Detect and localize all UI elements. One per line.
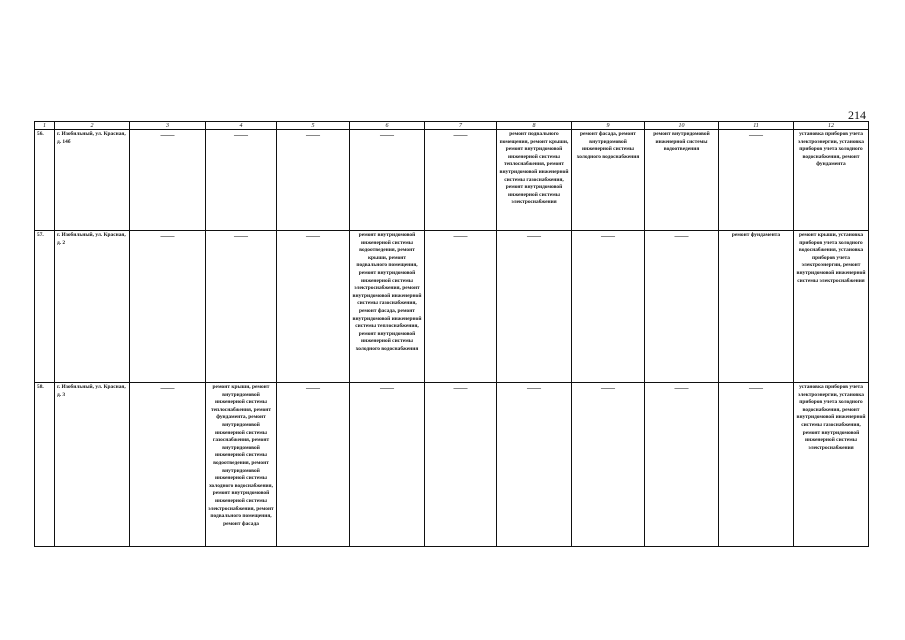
empty-cell-dash: —— — [645, 383, 719, 547]
empty-cell-dash: —— — [206, 231, 277, 383]
empty-cell-dash: —— — [130, 130, 206, 231]
column-number: 1 — [35, 122, 55, 130]
empty-cell-dash: —— — [719, 130, 794, 231]
address-cell: г. Изобильный, ул. Красная, д. 3 — [55, 383, 130, 547]
work-list-cell: установка приборов учета электроэнергии, установка приборов учета холодного водоснабжения, ремонт фундамента — [794, 130, 869, 231]
empty-cell-dash: —— — [350, 383, 425, 547]
column-number-row — [35, 122, 869, 130]
page-number: 214 — [848, 108, 866, 122]
row-number: 58. — [35, 383, 55, 547]
table-row — [35, 231, 869, 383]
column-number: 3 — [130, 122, 206, 130]
column-number: 9 — [572, 122, 645, 130]
empty-cell-dash: —— — [572, 231, 645, 383]
address-cell: г. Изобильный, ул. Красная, д. 14б — [55, 130, 130, 231]
column-number: 7 — [425, 122, 497, 130]
empty-cell-dash: —— — [425, 231, 497, 383]
work-list-cell: ремонт фасада, ремонт внутридомовой инженерной системы холодного водоснабжения — [572, 130, 645, 231]
empty-cell-dash: —— — [206, 130, 277, 231]
empty-cell-dash: —— — [497, 383, 572, 547]
work-list-cell: ремонт внутридомовой инженерной системы водоотведения, ремонт крыши, ремонт подвального помещения, ремонт внутридомовой инженерной системы электроснабжения, ремонт внутридомовой инженерной системы газоснабжения, ремонт фасада, ремонт внутридомовой инженерной системы теплоснабжения, ремонт внутридомовой инженерной системы холодного водоснабжения — [350, 231, 425, 383]
column-number: 2 — [55, 122, 130, 130]
work-list-cell: ремонт внутридомовой инженерной системы водоотведения — [645, 130, 719, 231]
column-number: 8 — [497, 122, 572, 130]
empty-cell-dash: —— — [277, 130, 350, 231]
work-list-cell: ремонт подвального помещения, ремонт крыши, ремонт внутридомовой инженерной системы теплоснабжения, ремонт внутридомовой инженерной системы газоснабжения, ремонт внутридомовой инженерной системы электроснабжения — [497, 130, 572, 231]
row-number: 56. — [35, 130, 55, 231]
empty-cell-dash: —— — [350, 130, 425, 231]
work-list-cell: установка приборов учета электроэнергии, установка приборов учета холодного водоснабжения, ремонт внутридомовой инженерной системы газоснабжения, ремонт внутридомовой инженерной системы электроснабжения — [794, 383, 869, 547]
empty-cell-dash: —— — [645, 231, 719, 383]
work-list-cell: ремонт крыши, установка приборов учета холодного водоснабжения, установка приборов учета электроэнергии, ремонт внутридомовой инженерной системы электроснабжения — [794, 231, 869, 383]
column-number: 5 — [277, 122, 350, 130]
work-list-cell: ремонт крыши, ремонт внутридомовой инженерной системы теплоснабжения, ремонт фундамента, ремонт внутридомовой инженерной системы газоснабжения, ремонт внутридомовой инженерной системы водоотведения, ремонт внутридомовой инженерной системы холодного водоснабжения, ремонт внутридомовой инженерной системы электроснабжения, ремонт подвального помещения, ремонт фасада — [206, 383, 277, 547]
empty-cell-dash: —— — [130, 383, 206, 547]
empty-cell-dash: —— — [425, 130, 497, 231]
empty-cell-dash: —— — [130, 231, 206, 383]
table-row — [35, 130, 869, 231]
column-number: 4 — [206, 122, 277, 130]
empty-cell-dash: —— — [277, 383, 350, 547]
empty-cell-dash: —— — [425, 383, 497, 547]
address-cell: г. Изобильный, ул. Красная, д. 2 — [55, 231, 130, 383]
column-number: 10 — [645, 122, 719, 130]
empty-cell-dash: —— — [719, 383, 794, 547]
empty-cell-dash: —— — [497, 231, 572, 383]
column-number: 12 — [794, 122, 869, 130]
empty-cell-dash: —— — [277, 231, 350, 383]
repair-schedule-table — [34, 121, 869, 547]
work-list-cell: ремонт фундамента — [719, 231, 794, 383]
column-number: 6 — [350, 122, 425, 130]
empty-cell-dash: —— — [572, 383, 645, 547]
column-number: 11 — [719, 122, 794, 130]
table-row — [35, 383, 869, 547]
row-number: 57. — [35, 231, 55, 383]
